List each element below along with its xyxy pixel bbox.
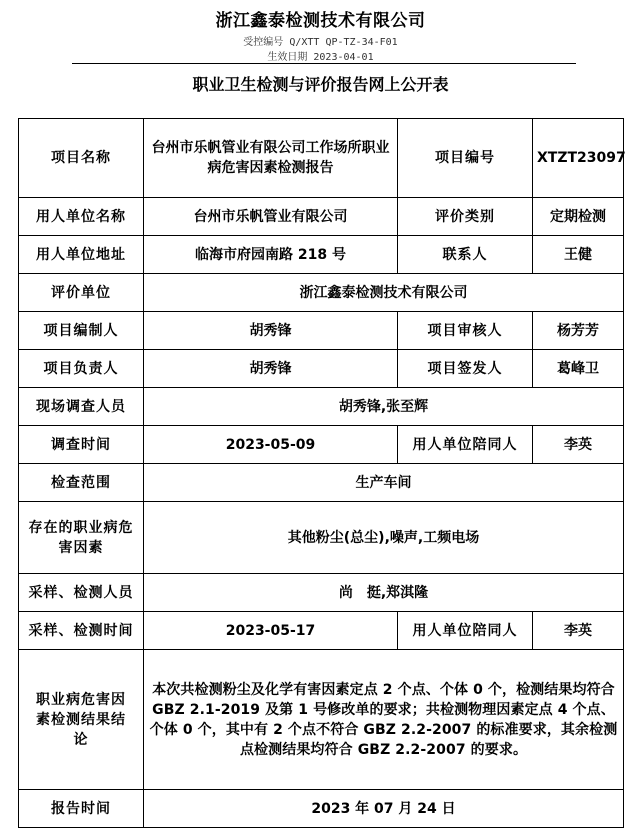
issuer-label: 项目签发人 [398, 350, 533, 388]
conclusion-value: 本次共检测粉尘及化学有害因素定点 2 个点、个体 0 个，检测结果均符合 GBZ 2.1-2019 及第 1 号修改单的要求；共检测物理因素定点 4 个点、个体 0 个，其中有 2 个点不符合 GBZ 2.2-2007 的标准要求，其余检测点检测结果均符合 GBZ 2.2-2007 的要求。 [144, 650, 624, 790]
table-row [19, 119, 624, 198]
table-row [19, 388, 624, 426]
eval-unit-label: 评价单位 [19, 274, 144, 312]
table-row [19, 198, 624, 236]
table-row [19, 236, 624, 274]
employer-name-label: 用人单位名称 [19, 198, 144, 236]
scope-label: 检查范围 [19, 464, 144, 502]
table-row [19, 274, 624, 312]
table-row [19, 426, 624, 464]
issuer-value: 葛峰卫 [533, 350, 624, 388]
contact-label: 联系人 [398, 236, 533, 274]
project-no-value: XTZT23097 [533, 119, 624, 198]
reviewer-label: 项目审核人 [398, 312, 533, 350]
employer-address-value: 临海市府园南路 218 号 [144, 236, 398, 274]
reviewer-value: 杨芳芳 [533, 312, 624, 350]
company-name: 浙江鑫泰检测技术有限公司 [215, 11, 426, 31]
contact-value: 王健 [533, 236, 624, 274]
leader-label: 项目负责人 [19, 350, 144, 388]
survey-time-value: 2023-05-09 [144, 426, 398, 464]
employer-address-label: 用人单位地址 [19, 236, 144, 274]
report-table [18, 118, 624, 828]
eval-type-value: 定期检测 [533, 198, 624, 236]
sampling-time-value: 2023-05-17 [144, 612, 398, 650]
report-time-value: 2023 年 07 月 24 日 [144, 790, 624, 828]
survey-companion-label: 用人单位陪同人 [398, 426, 533, 464]
site-investigators-value: 胡秀锋,张至辉 [144, 388, 624, 426]
project-name-label: 项目名称 [19, 119, 144, 198]
sampling-companion-value: 李英 [533, 612, 624, 650]
table-row [19, 464, 624, 502]
compiler-value: 胡秀锋 [144, 312, 398, 350]
table-row [19, 790, 624, 828]
eval-unit-value: 浙江鑫泰检测技术有限公司 [144, 274, 624, 312]
table-row [19, 312, 624, 350]
site-investigators-label: 现场调查人员 [19, 388, 144, 426]
project-no-label: 项目编号 [398, 119, 533, 198]
scope-value: 生产车间 [144, 464, 624, 502]
sampling-time-label: 采样、检测时间 [19, 612, 144, 650]
report-time-label: 报告时间 [19, 790, 144, 828]
conclusion-label: 职业病危害因素检测结果结论 [19, 650, 144, 790]
hazards-label: 存在的职业病危害因素 [19, 502, 144, 574]
leader-value: 胡秀锋 [144, 350, 398, 388]
samplers-label: 采样、检测人员 [19, 574, 144, 612]
sampling-companion-label: 用人单位陪同人 [398, 612, 533, 650]
table-row [19, 650, 624, 790]
compiler-label: 项目编制人 [19, 312, 144, 350]
control-number: 受控编号 Q/XTT QP-TZ-34-F01 [243, 37, 398, 48]
effective-date: 生效日期 2023-04-01 [267, 52, 374, 63]
table-row [19, 502, 624, 574]
header-divider [72, 63, 576, 64]
eval-type-label: 评价类别 [398, 198, 533, 236]
hazards-value: 其他粉尘(总尘),噪声,工频电场 [144, 502, 624, 574]
samplers-value: 尚 挺,郑淇隆 [144, 574, 624, 612]
survey-companion-value: 李英 [533, 426, 624, 464]
project-name-value: 台州市乐帆管业有限公司工作场所职业病危害因素检测报告 [144, 119, 398, 198]
page-title: 职业卫生检测与评价报告网上公开表 [192, 75, 449, 94]
table-row [19, 612, 624, 650]
table-row [19, 350, 624, 388]
table-row [19, 574, 624, 612]
employer-name-value: 台州市乐帆管业有限公司 [144, 198, 398, 236]
survey-time-label: 调查时间 [19, 426, 144, 464]
